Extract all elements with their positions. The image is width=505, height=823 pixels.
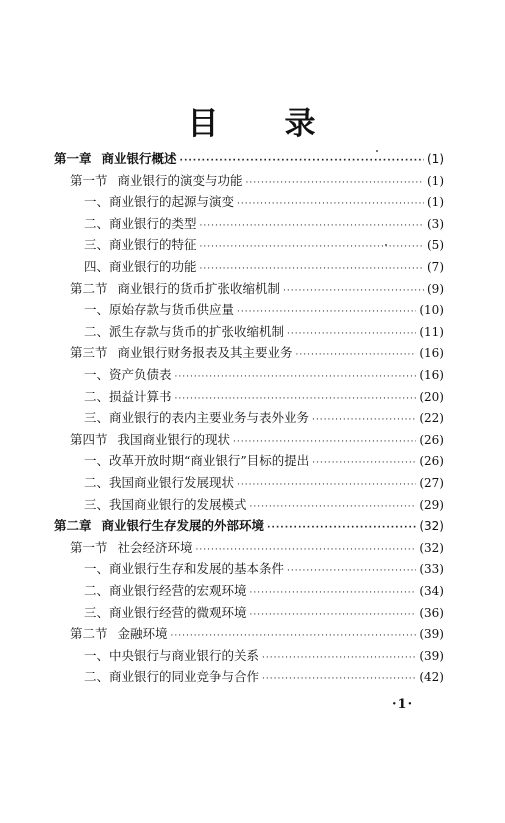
toc-entry-page: (3) bbox=[427, 216, 444, 231]
toc-entry-item bbox=[84, 603, 444, 623]
toc-entry-section bbox=[70, 624, 444, 644]
page-title bbox=[0, 98, 505, 143]
toc-entry-title: 二、商业银行的同业竞争与合作 bbox=[84, 669, 260, 685]
toc-entry-title: 一、商业银行的起源与演变 bbox=[84, 194, 235, 210]
toc-entry-page: (1) bbox=[427, 195, 444, 210]
dot-leader bbox=[250, 497, 417, 517]
toc-entry-title: 二、商业银行经营的宏观环境 bbox=[84, 583, 247, 598]
toc-entry-label bbox=[84, 667, 259, 687]
toc-entry-label bbox=[70, 430, 230, 450]
toc-entry-label bbox=[84, 235, 197, 255]
toc-entry-page: (16) bbox=[419, 368, 444, 382]
toc-entry-title: 一、资产负债表 bbox=[84, 367, 172, 382]
toc-entry-page: (26) bbox=[419, 454, 444, 469]
toc-entry-number: 第二章 bbox=[54, 518, 92, 534]
toc-entry-label bbox=[54, 149, 177, 169]
toc-entry-page: (16) bbox=[419, 346, 444, 361]
toc-entry-page: (32) bbox=[419, 519, 444, 534]
title-char-1: 目 bbox=[187, 106, 221, 142]
toc-entry-item bbox=[84, 473, 444, 493]
dot-leader bbox=[246, 173, 424, 193]
toc-entry-section bbox=[70, 430, 444, 450]
toc-entry-number: 第二节 bbox=[70, 626, 108, 642]
toc-entry-label bbox=[70, 624, 168, 644]
toc-entry-section bbox=[70, 343, 444, 363]
dot-leader bbox=[262, 669, 416, 689]
toc-entry-label bbox=[84, 495, 247, 515]
toc-entry-page: (32) bbox=[419, 540, 444, 555]
toc-entry-page: (27) bbox=[419, 476, 444, 490]
toc-entry-label bbox=[84, 300, 234, 320]
toc-entry-title: 一、原始存款与货币供应量 bbox=[84, 302, 235, 318]
toc-entry-page: (5) bbox=[427, 238, 444, 253]
toc-entry-number: 第一节 bbox=[70, 539, 108, 555]
toc-entry-item bbox=[84, 646, 444, 666]
dot-leader bbox=[287, 561, 416, 581]
toc-entry-chapter bbox=[54, 149, 444, 169]
toc-entry-page: (9) bbox=[427, 281, 444, 296]
toc-entry-number: 第四节 bbox=[70, 431, 108, 447]
toc-entry-title: 一、中央银行与商业银行的关系 bbox=[84, 647, 260, 663]
dot-leader bbox=[250, 605, 417, 625]
scan-speck bbox=[376, 150, 378, 152]
dot-leader bbox=[200, 237, 424, 257]
toc-entry-section bbox=[70, 538, 444, 558]
dot-leader bbox=[200, 216, 424, 236]
dot-leader bbox=[196, 540, 417, 560]
toc-entry-label bbox=[84, 451, 309, 471]
toc-entry-page: (39) bbox=[419, 648, 444, 663]
toc-entry-title: 四、商业银行的功能 bbox=[84, 259, 197, 274]
toc-entry-item bbox=[84, 667, 444, 687]
toc-entry-page: (42) bbox=[419, 670, 444, 685]
scan-speck bbox=[385, 244, 387, 246]
toc-entry-item bbox=[84, 559, 444, 579]
dot-leader bbox=[233, 432, 416, 452]
toc-entry-item bbox=[84, 235, 444, 255]
toc-entry-page: (20) bbox=[419, 389, 444, 404]
toc-entry-item bbox=[84, 581, 444, 601]
toc-entry-item bbox=[84, 365, 444, 385]
toc-entry-item bbox=[84, 214, 444, 234]
dot-leader bbox=[237, 194, 424, 214]
page-number: ·1· bbox=[392, 697, 414, 712]
toc-entry-title: 商业银行的货币扩张收缩机制 bbox=[117, 280, 281, 296]
toc-entry-label bbox=[84, 192, 234, 212]
toc-entry-title: 一、商业银行生存和发展的基本条件 bbox=[84, 561, 285, 577]
toc-entry-page: (11) bbox=[419, 324, 444, 339]
toc-entry-item bbox=[84, 257, 444, 277]
toc-entry-label bbox=[70, 279, 280, 299]
toc-entry-chapter bbox=[54, 516, 444, 536]
toc-entry-title: 商业银行财务报表及其主要业务 bbox=[117, 345, 293, 361]
dot-leader bbox=[283, 281, 424, 301]
dot-leader bbox=[175, 367, 417, 387]
toc-entry-page: (22) bbox=[419, 411, 444, 426]
toc-entry-label bbox=[84, 646, 259, 666]
toc-entry-item bbox=[84, 387, 444, 407]
toc-entry-label bbox=[84, 257, 197, 277]
toc-entry-label bbox=[84, 473, 234, 493]
toc-entry-label bbox=[84, 408, 309, 428]
toc-entry-number: 第一章 bbox=[54, 151, 92, 166]
dot-leader bbox=[237, 475, 416, 495]
toc-entry-label bbox=[70, 171, 243, 191]
toc-entry-label bbox=[84, 559, 284, 579]
toc-entry-title: 商业银行生存发展的外部环境 bbox=[101, 518, 265, 534]
toc-entry-page: (39) bbox=[419, 627, 444, 642]
toc-entry-page: (1) bbox=[427, 152, 444, 166]
toc-entry-page: (10) bbox=[419, 303, 444, 318]
toc-entry-label bbox=[54, 516, 264, 536]
toc-entry-title: 二、派生存款与货币的扩张收缩机制 bbox=[84, 323, 285, 339]
toc-entry-number: 第二节 bbox=[70, 280, 108, 296]
toc-entry-page: (33) bbox=[419, 562, 444, 577]
toc-entry-label bbox=[70, 343, 293, 363]
toc-entry-title: 社会经济环境 bbox=[117, 539, 193, 555]
dot-leader bbox=[267, 518, 416, 538]
toc-entry-item bbox=[84, 300, 444, 320]
toc-entry-title: 金融环境 bbox=[117, 626, 168, 642]
title-char-2: 录 bbox=[284, 106, 318, 142]
toc-entry-item bbox=[84, 408, 444, 428]
toc-entry-title: 三、我国商业银行的发展模式 bbox=[84, 496, 247, 512]
toc-entry-number: 第一节 bbox=[70, 172, 108, 188]
toc-entry-title: 二、损益计算书 bbox=[84, 388, 172, 404]
toc-entry-label bbox=[84, 365, 172, 385]
toc-entry-page: (34) bbox=[419, 584, 444, 598]
dot-leader bbox=[250, 583, 417, 603]
dot-leader bbox=[312, 410, 416, 430]
toc-entry-title: 二、我国商业银行发展现状 bbox=[84, 475, 235, 490]
toc-entry-title: 二、商业银行的类型 bbox=[84, 215, 197, 231]
toc-entry-page: (1) bbox=[427, 173, 444, 188]
toc-entry-page: (36) bbox=[419, 605, 444, 620]
dot-leader bbox=[262, 648, 416, 668]
toc-entry-title: 三、商业银行的表内主要业务与表外业务 bbox=[84, 410, 310, 426]
toc-entry-number: 第三节 bbox=[70, 345, 108, 361]
toc-entry-item bbox=[84, 451, 444, 471]
toc-entry-label bbox=[84, 387, 172, 407]
dot-leader bbox=[180, 151, 424, 171]
toc-entry-label bbox=[84, 322, 284, 342]
dot-leader bbox=[312, 453, 416, 473]
toc-entry-title: 商业银行概述 bbox=[101, 151, 177, 166]
toc-entry-title: 一、改革开放时期“商业银行”目标的提出 bbox=[84, 453, 310, 469]
toc-entry-item bbox=[84, 495, 444, 515]
toc-entry-label bbox=[84, 581, 247, 601]
toc-entry-title: 三、商业银行的特征 bbox=[84, 237, 197, 253]
toc-entry-title: 商业银行的演变与功能 bbox=[117, 172, 243, 188]
toc-entry-item bbox=[84, 322, 444, 342]
toc-entry-section bbox=[70, 279, 444, 299]
toc-entry-item bbox=[84, 192, 444, 212]
dot-leader bbox=[287, 324, 416, 344]
dot-leader bbox=[200, 259, 424, 279]
toc-entry-label bbox=[70, 538, 193, 558]
dot-leader bbox=[296, 345, 417, 365]
dot-leader bbox=[171, 626, 417, 646]
toc-entry-label bbox=[84, 214, 197, 234]
toc-entry-title: 三、商业银行经营的微观环境 bbox=[84, 604, 247, 620]
toc-entry-page: (29) bbox=[419, 497, 444, 512]
dot-leader bbox=[237, 302, 416, 322]
toc-entry-page: (7) bbox=[427, 260, 444, 274]
toc-entry-label bbox=[84, 603, 247, 623]
dot-leader bbox=[175, 389, 417, 409]
toc-entry-section bbox=[70, 171, 444, 191]
toc-entry-title: 我国商业银行的现状 bbox=[117, 431, 231, 447]
toc-entry-page: (26) bbox=[419, 432, 444, 447]
